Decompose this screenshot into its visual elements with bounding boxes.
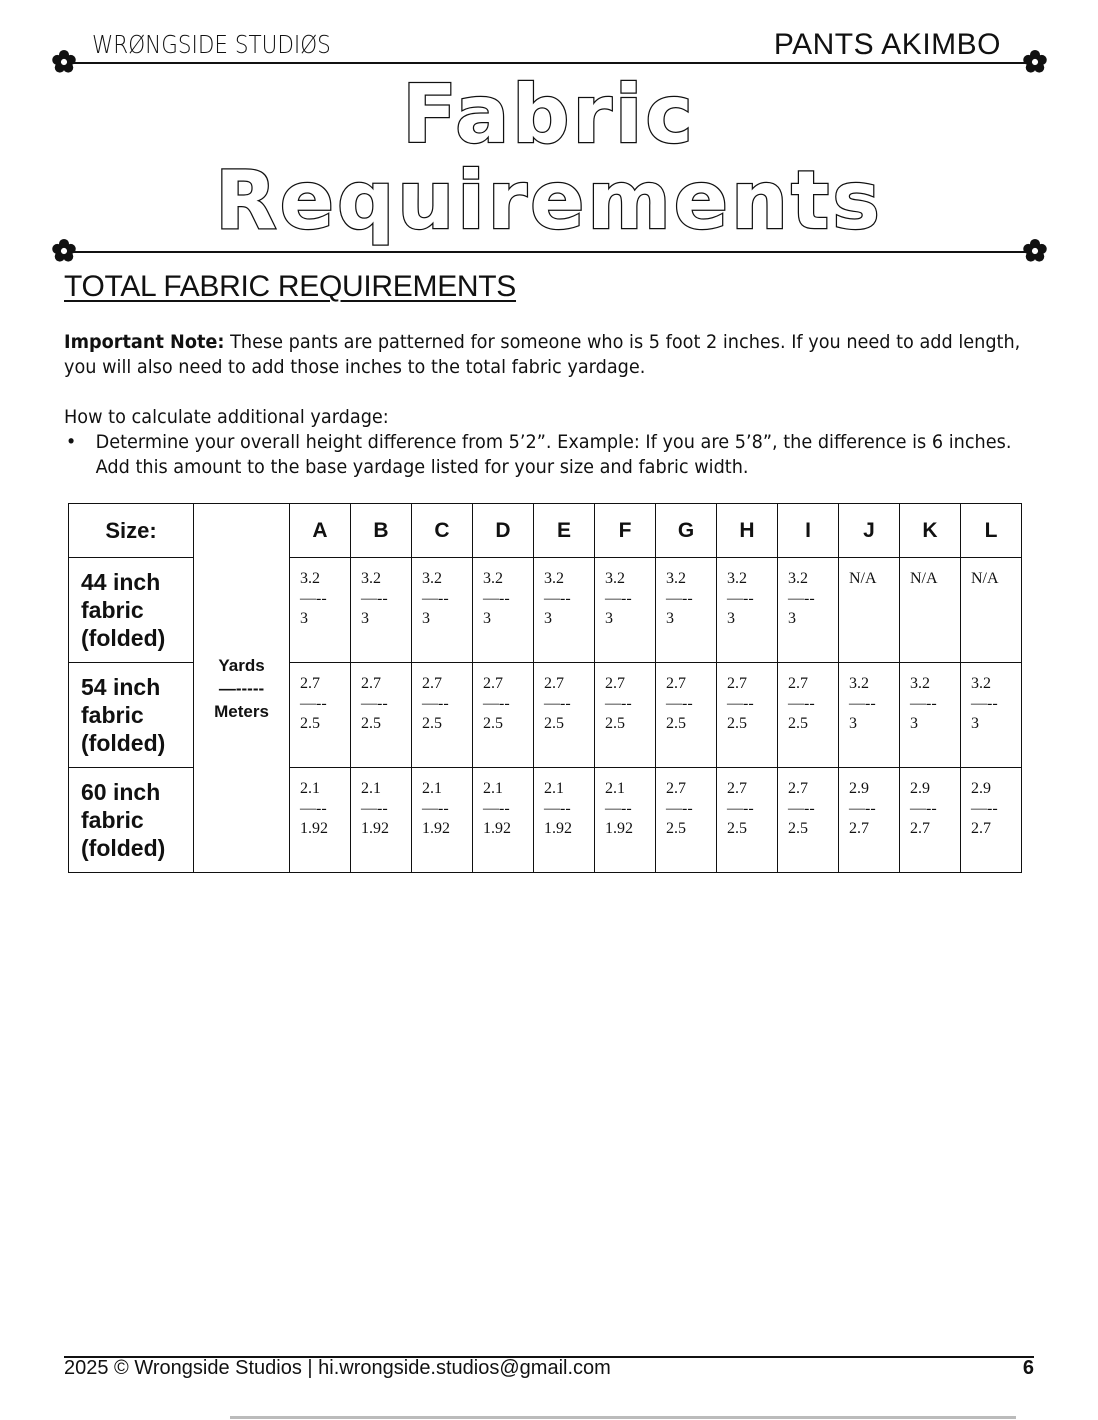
meters-value: 3 <box>727 610 735 627</box>
value-separator: —-- <box>544 590 571 607</box>
yards-value: 2.7 <box>666 675 686 692</box>
yards-value: 2.7 <box>727 780 747 797</box>
meters-value: 2.5 <box>727 820 747 837</box>
yards-value: 3.2 <box>605 570 625 587</box>
meters-value: 1.92 <box>605 820 633 837</box>
howto-intro: How to calculate additional yardage: <box>64 406 389 428</box>
yards-value: 2.1 <box>483 780 503 797</box>
yardage-cell <box>961 768 1022 873</box>
size-header: I <box>778 504 839 558</box>
page-number: 6 <box>1022 1357 1034 1379</box>
yards-value: 2.7 <box>483 675 503 692</box>
list-item <box>64 430 1041 480</box>
yardage-cell <box>473 558 534 663</box>
value-separator: —-- <box>849 695 876 712</box>
note-label: Important Note: <box>64 331 225 353</box>
size-header: H <box>717 504 778 558</box>
yards-value: 2.7 <box>666 780 686 797</box>
meters-value: 3 <box>971 715 979 732</box>
unit-separator: —----- <box>218 678 265 698</box>
value-separator: —-- <box>666 590 693 607</box>
meters-value: 2.5 <box>605 715 625 732</box>
row-label <box>69 768 194 873</box>
yardage-cell <box>656 558 717 663</box>
unit-meters: Meters <box>214 701 269 721</box>
value-separator: —-- <box>422 800 449 817</box>
yardage-cell <box>473 768 534 873</box>
meters-value: 2.5 <box>788 715 808 732</box>
meters-value: 2.5 <box>544 715 564 732</box>
value-separator: —-- <box>605 800 632 817</box>
yards-value: 2.1 <box>300 780 320 797</box>
yardage-cell <box>900 768 961 873</box>
yardage-cell <box>595 663 656 768</box>
yardage-cell <box>534 768 595 873</box>
meters-value: 2.5 <box>788 820 808 837</box>
page-edge <box>230 1416 1016 1419</box>
value-separator: —-- <box>483 695 510 712</box>
value-separator: —-- <box>788 590 815 607</box>
yards-value: 2.9 <box>910 780 930 797</box>
yardage-cell <box>595 768 656 873</box>
row-label <box>69 663 194 768</box>
row-label <box>69 558 194 663</box>
yards-value: 2.7 <box>422 675 442 692</box>
table-header-row <box>69 504 1022 558</box>
meters-value: 1.92 <box>422 820 450 837</box>
row-label-line: (folded) <box>81 730 166 756</box>
yardage-cell <box>961 558 1022 663</box>
fabric-requirements-table <box>68 503 1022 873</box>
value-separator: —-- <box>727 695 754 712</box>
page-title-line-1: Fabric <box>402 68 696 161</box>
note-text: These pants are patterned for someone who is 5 foot 2 inches. If you need to add length, you will also need to add those inches to the total fabric yardage. <box>64 331 1021 378</box>
yardage-cell <box>351 558 412 663</box>
meters-value: 3 <box>544 610 552 627</box>
row-label-line: (folded) <box>81 835 166 861</box>
value-separator: —-- <box>361 590 388 607</box>
yards-value: 3.2 <box>971 675 991 692</box>
value-separator: —-- <box>361 800 388 817</box>
value-separator: —-- <box>605 590 632 607</box>
yardage-cell <box>778 558 839 663</box>
size-label: Size: <box>69 504 194 558</box>
meters-value: 2.5 <box>300 715 320 732</box>
yardage-cell <box>839 558 900 663</box>
important-note <box>64 330 1045 380</box>
meters-value: 3 <box>910 715 918 732</box>
product-name: PANTS AKIMBO <box>773 28 1001 61</box>
yardage-cell <box>290 768 351 873</box>
meters-value: 3 <box>849 715 857 732</box>
meters-value: 3 <box>300 610 308 627</box>
page-title-line-2: Requirements <box>215 154 883 247</box>
yardage-cell <box>412 663 473 768</box>
yards-value: 2.9 <box>971 780 991 797</box>
meters-value: 2.5 <box>483 715 503 732</box>
yards-value: 3.2 <box>422 570 442 587</box>
meters-value: 1.92 <box>300 820 328 837</box>
value-separator: —-- <box>361 695 388 712</box>
title-divider <box>64 251 1034 253</box>
yardage-cell <box>656 768 717 873</box>
row-label-line: 54 inch <box>81 674 161 700</box>
yards-value: 3.2 <box>483 570 503 587</box>
row-label-line: fabric <box>81 807 144 833</box>
yardage-cell <box>717 558 778 663</box>
unit-label <box>194 504 290 873</box>
flower-icon <box>1021 237 1049 265</box>
yardage-cell <box>473 663 534 768</box>
meters-value: 1.92 <box>361 820 389 837</box>
yards-value: 3.2 <box>300 570 320 587</box>
meters-value: 2.5 <box>361 715 381 732</box>
meters-value: 2.5 <box>666 820 686 837</box>
row-label-line: 60 inch <box>81 779 161 805</box>
yardage-cell <box>839 663 900 768</box>
flower-icon <box>50 237 78 265</box>
value-separator: —-- <box>483 590 510 607</box>
yardage-cell <box>839 768 900 873</box>
value-separator: —-- <box>910 800 937 817</box>
size-header: F <box>595 504 656 558</box>
yards-value: N/A <box>849 570 877 587</box>
footer-text: 2025 © Wrongside Studios | hi.wrongside.studios@gmail.com <box>64 1357 611 1379</box>
value-separator: —-- <box>666 800 693 817</box>
yards-value: 3.2 <box>788 570 808 587</box>
yards-value: 2.1 <box>361 780 381 797</box>
yardage-cell <box>717 768 778 873</box>
yardage-cell <box>534 663 595 768</box>
size-header: D <box>473 504 534 558</box>
bullet-icon: • <box>65 431 77 453</box>
howto-bullets <box>64 430 1041 480</box>
yards-value: 2.1 <box>544 780 564 797</box>
bullet-text: Determine your overall height difference from 5’2”. Example: If you are 5’8”, the difference is 6 inches. Add this amount to the base yardage listed for your size and fabric width. <box>95 431 1012 478</box>
value-separator: —-- <box>727 590 754 607</box>
meters-value: 3 <box>361 610 369 627</box>
meters-value: 2.5 <box>666 715 686 732</box>
brand-name: WRØNGSIDE STUDIØS <box>92 30 331 59</box>
size-header: K <box>900 504 961 558</box>
meters-value: 2.7 <box>849 820 869 837</box>
yards-value: 2.7 <box>544 675 564 692</box>
yards-value: 3.2 <box>727 570 747 587</box>
yards-value: 2.7 <box>727 675 747 692</box>
section-heading: TOTAL FABRIC REQUIREMENTS <box>64 270 517 303</box>
yards-value: 2.9 <box>849 780 869 797</box>
size-header: C <box>412 504 473 558</box>
yardage-cell <box>961 663 1022 768</box>
value-separator: —-- <box>849 800 876 817</box>
meters-value: 1.92 <box>544 820 572 837</box>
value-separator: —-- <box>788 695 815 712</box>
size-header: E <box>534 504 595 558</box>
yardage-cell <box>412 768 473 873</box>
value-separator: —-- <box>666 695 693 712</box>
yardage-cell <box>534 558 595 663</box>
meters-value: 2.5 <box>727 715 747 732</box>
value-separator: —-- <box>544 695 571 712</box>
value-separator: —-- <box>422 695 449 712</box>
yards-value: 3.2 <box>666 570 686 587</box>
header-divider <box>64 62 1034 64</box>
yards-value: 2.7 <box>361 675 381 692</box>
meters-value: 3 <box>422 610 430 627</box>
yards-value: N/A <box>971 570 999 587</box>
size-header: G <box>656 504 717 558</box>
yardage-cell <box>656 663 717 768</box>
yardage-cell <box>290 663 351 768</box>
meters-value: 3 <box>666 610 674 627</box>
size-header: J <box>839 504 900 558</box>
yards-value: 2.7 <box>605 675 625 692</box>
meters-value: 2.7 <box>971 820 991 837</box>
yardage-cell <box>595 558 656 663</box>
meters-value: 3 <box>788 610 796 627</box>
yardage-cell <box>900 558 961 663</box>
meters-value: 2.7 <box>910 820 930 837</box>
value-separator: —-- <box>910 695 937 712</box>
yards-value: 2.1 <box>605 780 625 797</box>
row-label-line: 44 inch <box>81 569 161 595</box>
value-separator: —-- <box>788 800 815 817</box>
yards-value: N/A <box>910 570 938 587</box>
yardage-cell <box>290 558 351 663</box>
yardage-cell <box>778 663 839 768</box>
value-separator: —-- <box>483 800 510 817</box>
row-label-line: fabric <box>81 597 144 623</box>
yards-value: 2.7 <box>788 780 808 797</box>
yardage-cell <box>900 663 961 768</box>
value-separator: —-- <box>971 800 998 817</box>
meters-value: 1.92 <box>483 820 511 837</box>
yards-value: 3.2 <box>544 570 564 587</box>
value-separator: —-- <box>300 695 327 712</box>
value-separator: —-- <box>300 590 327 607</box>
yards-value: 3.2 <box>361 570 381 587</box>
yardage-cell <box>778 768 839 873</box>
size-header: A <box>290 504 351 558</box>
yards-value: 2.7 <box>788 675 808 692</box>
meters-value: 3 <box>605 610 613 627</box>
yards-value: 2.7 <box>300 675 320 692</box>
yardage-cell <box>412 558 473 663</box>
value-separator: —-- <box>971 695 998 712</box>
unit-yards: Yards <box>218 655 265 675</box>
yards-value: 3.2 <box>849 675 869 692</box>
yardage-cell <box>351 768 412 873</box>
yards-value: 2.1 <box>422 780 442 797</box>
value-separator: —-- <box>605 695 632 712</box>
yards-value: 3.2 <box>910 675 930 692</box>
meters-value: 3 <box>483 610 491 627</box>
value-separator: —-- <box>544 800 571 817</box>
yardage-cell <box>351 663 412 768</box>
size-header: B <box>351 504 412 558</box>
value-separator: —-- <box>422 590 449 607</box>
row-label-line: fabric <box>81 702 144 728</box>
meters-value: 2.5 <box>422 715 442 732</box>
yardage-cell <box>717 663 778 768</box>
value-separator: —-- <box>727 800 754 817</box>
size-header: L <box>961 504 1022 558</box>
row-label-line: (folded) <box>81 625 166 651</box>
value-separator: —-- <box>300 800 327 817</box>
